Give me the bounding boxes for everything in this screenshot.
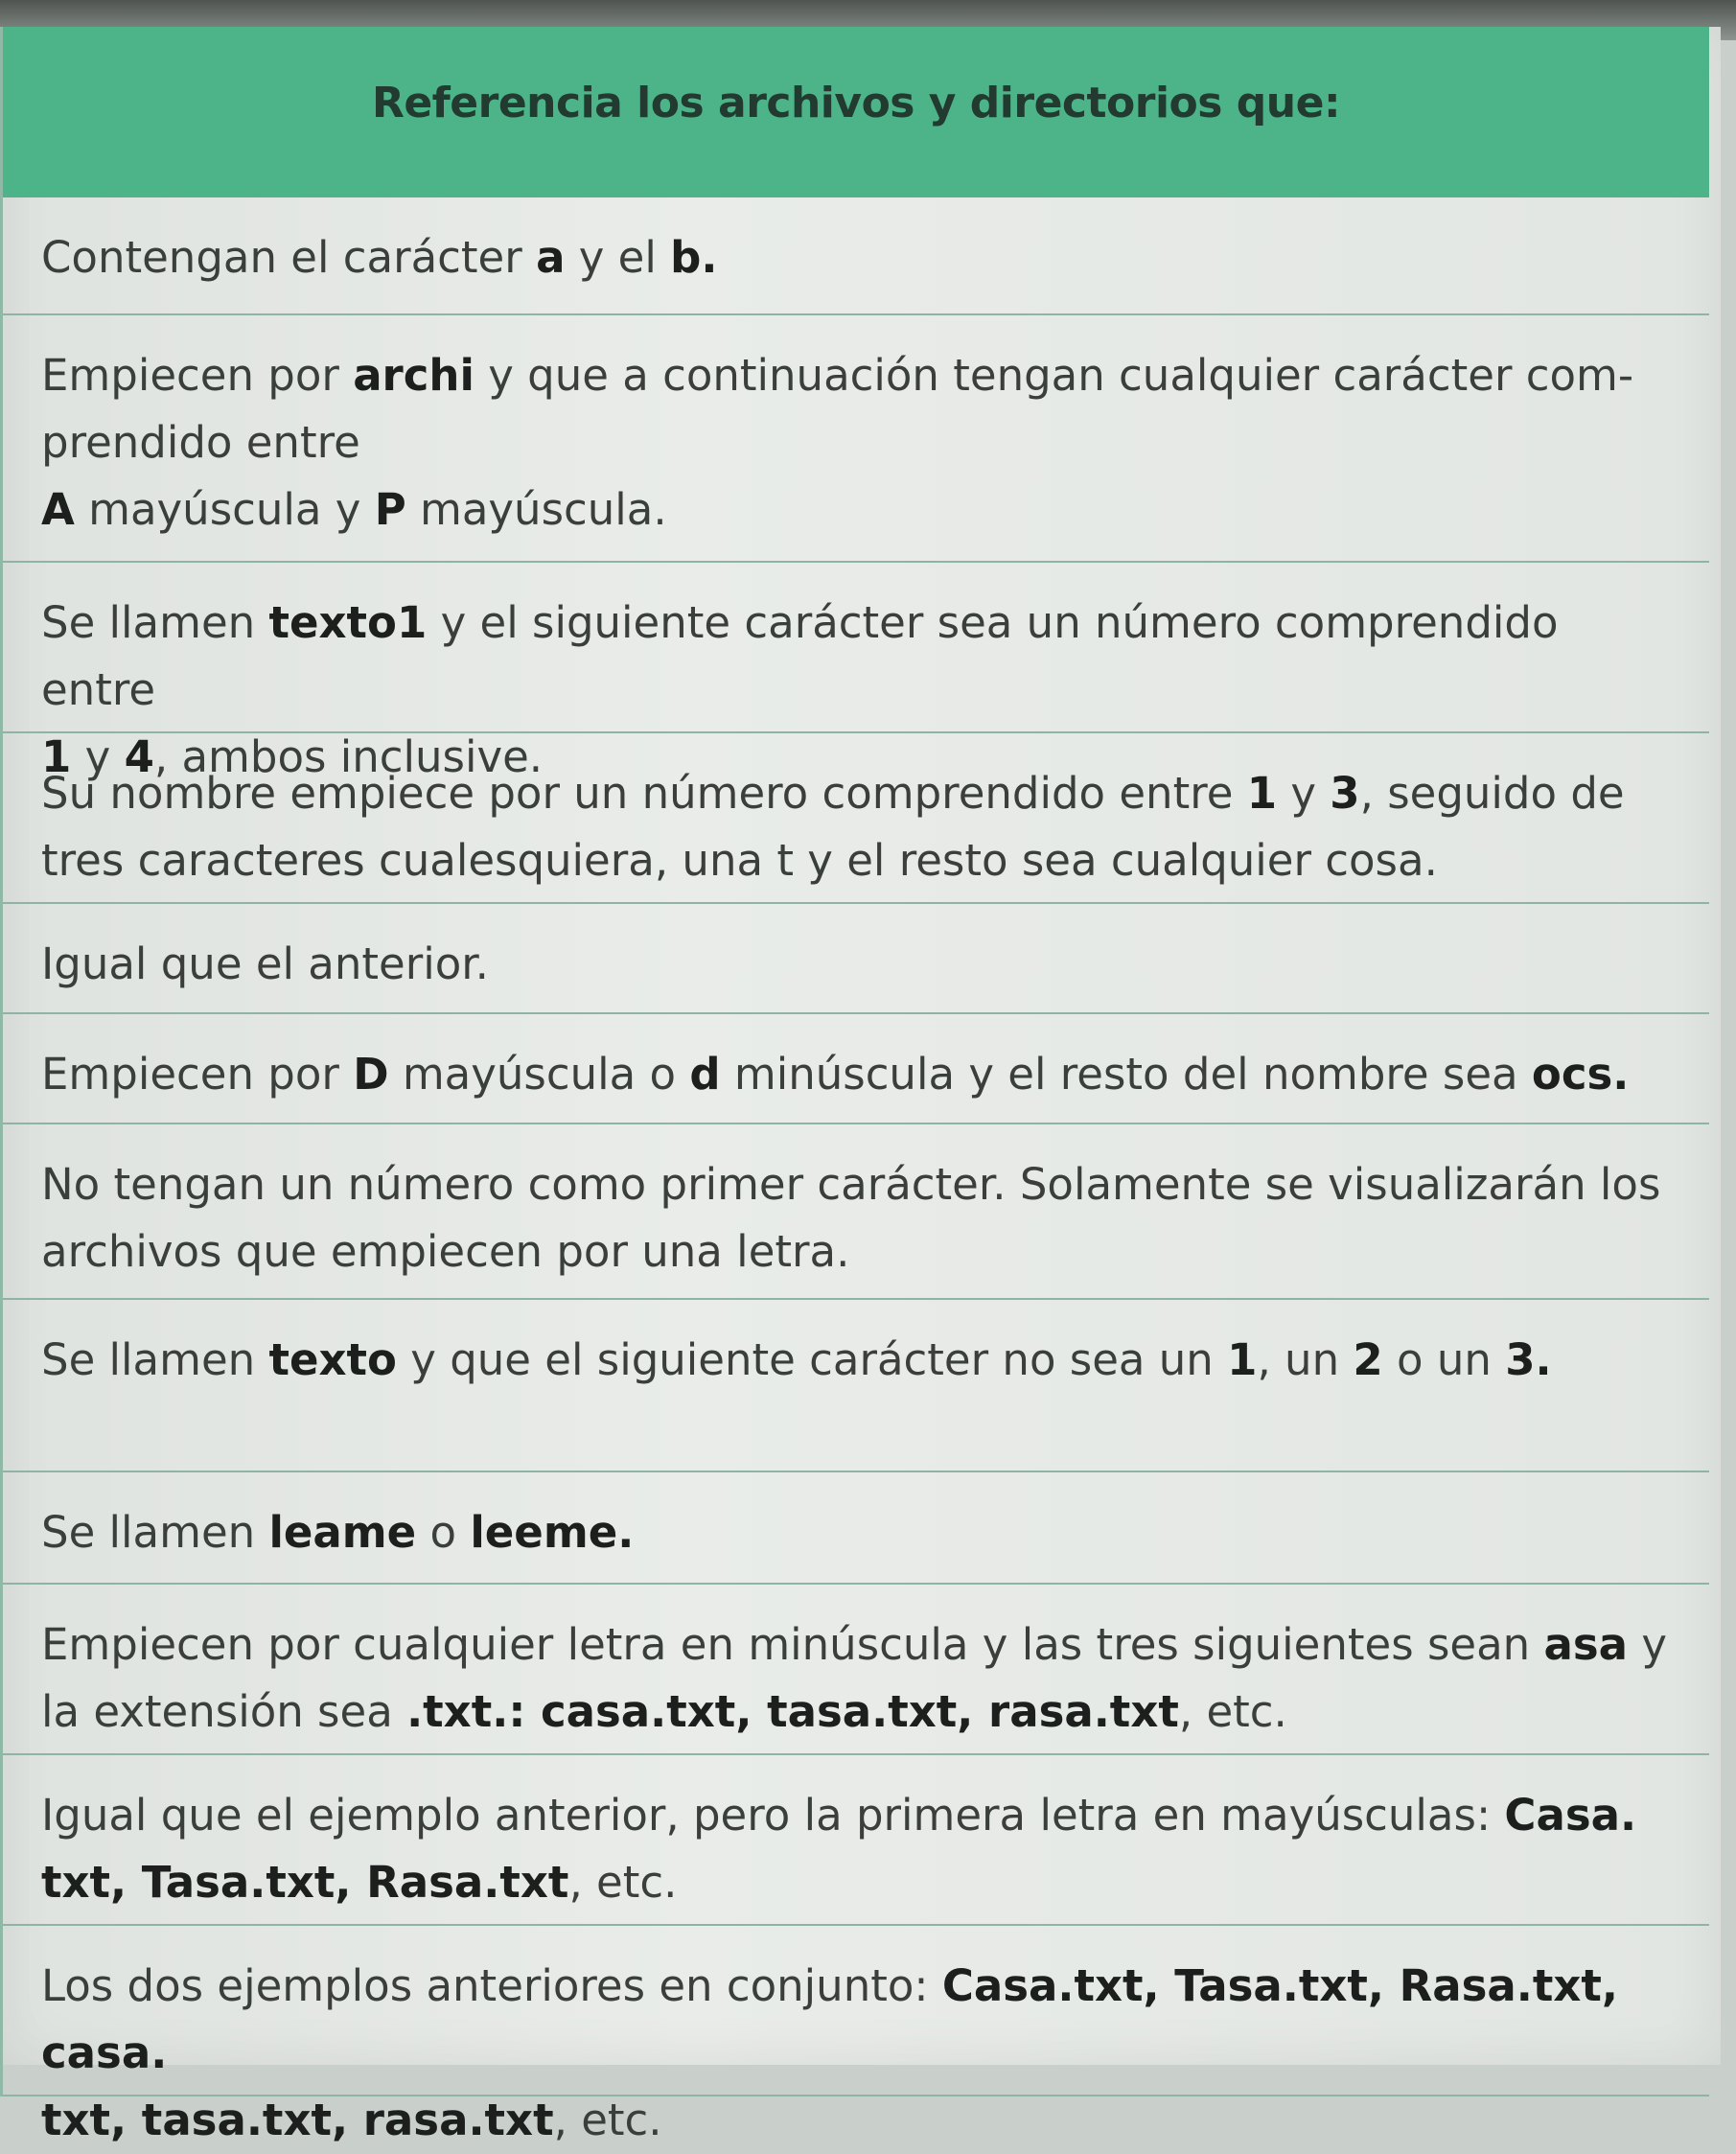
table-header-title: Referencia los archivos y directorios que:	[371, 78, 1341, 127]
bold-term: 3	[1330, 768, 1360, 819]
bold-term: txt, tasa.txt, rasa.txt	[41, 2095, 554, 2145]
bold-term: 1	[1246, 768, 1278, 819]
table-row	[3, 1926, 1709, 2145]
bold-term: Casa.txt, Tasa.txt, Rasa.txt, casa.	[41, 1960, 1619, 2078]
bold-term: 1	[1227, 1334, 1258, 1385]
table-row	[3, 1585, 1709, 1755]
row-text: Se llamen leame o leeme.	[41, 1507, 635, 1558]
book-page	[0, 27, 1721, 2145]
bold-term: leame	[268, 1507, 417, 1558]
bold-term: P	[374, 484, 406, 535]
bold-term: Casa.	[1504, 1790, 1637, 1841]
bold-term: D	[353, 1049, 389, 1100]
bold-term: 1	[41, 731, 72, 782]
bold-term: b.	[670, 232, 718, 283]
table-row	[3, 1014, 1709, 1124]
table-row	[3, 197, 1709, 315]
row-text: No tengan un número como primer carácter. Solamente se visualizarán los archivos que empiecen por una letra.	[41, 1159, 1661, 1277]
table-row	[3, 1124, 1709, 1300]
bold-term: 4	[124, 731, 154, 782]
bold-term: archi	[353, 350, 475, 401]
bold-term: d	[689, 1049, 721, 1100]
bold-term: asa	[1543, 1619, 1629, 1670]
reference-table	[0, 27, 1709, 2145]
bold-term: ocs.	[1531, 1049, 1630, 1100]
bold-term: 3.	[1505, 1334, 1552, 1385]
row-text: Igual que el ejemplo anterior, pero la primera letra en mayúsculas: Casa. txt, Tasa.txt, Rasa.txt, etc.	[41, 1790, 1637, 1908]
row-text: Empiecen por D mayúscula o d minúscula y el resto del nombre sea ocs.	[41, 1049, 1630, 1100]
bold-term: texto	[268, 1334, 397, 1385]
table-row	[3, 1300, 1709, 1472]
row-text: Se llamen texto y que el siguiente carácter no sea un 1, un 2 o un 3.	[41, 1334, 1552, 1385]
table-header	[3, 27, 1709, 197]
row-text: Empiecen por cualquier letra en minúscula y las tres siguientes sean asa y la extensión sea .txt.: casa.txt, tasa.txt, rasa.txt, etc.	[41, 1619, 1667, 1737]
table-row	[3, 904, 1709, 1014]
row-text: Igual que el anterior.	[41, 938, 489, 989]
row-text: Empiecen por archi y que a continuación tengan cualquier carácter com- prendido entre A mayúscula y P mayúscula.	[41, 350, 1634, 535]
bold-term: leeme.	[470, 1507, 635, 1558]
row-text: Los dos ejemplos anteriores en conjunto: Casa.txt, Tasa.txt, Rasa.txt, casa. txt, tasa.txt, rasa.txt, etc.	[41, 1960, 1619, 2145]
bold-term: texto1	[268, 597, 428, 648]
bold-term: 2	[1353, 1334, 1383, 1385]
row-text: Su nombre empiece por un número comprendido entre 1 y 3, seguido de tres caracteres cualesquiera, una t y el resto sea cualquier cosa.	[41, 768, 1625, 886]
table-row	[3, 1755, 1709, 1926]
bold-term: A	[41, 484, 75, 535]
bold-term: .txt.: casa.txt, tasa.txt, rasa.txt	[406, 1686, 1179, 1737]
table-row	[3, 563, 1709, 782]
bold-term: a	[536, 232, 566, 283]
table-row	[3, 1472, 1709, 1585]
row-text: Contengan el carácter a y el b.	[41, 232, 718, 283]
table-row	[3, 315, 1709, 563]
row-text: Se llamen texto1 y el siguiente carácter sea un número comprendido entre 1 y 4, ambos inclusive.	[41, 597, 1559, 782]
bold-term: txt, Tasa.txt, Rasa.txt	[41, 1857, 569, 1908]
